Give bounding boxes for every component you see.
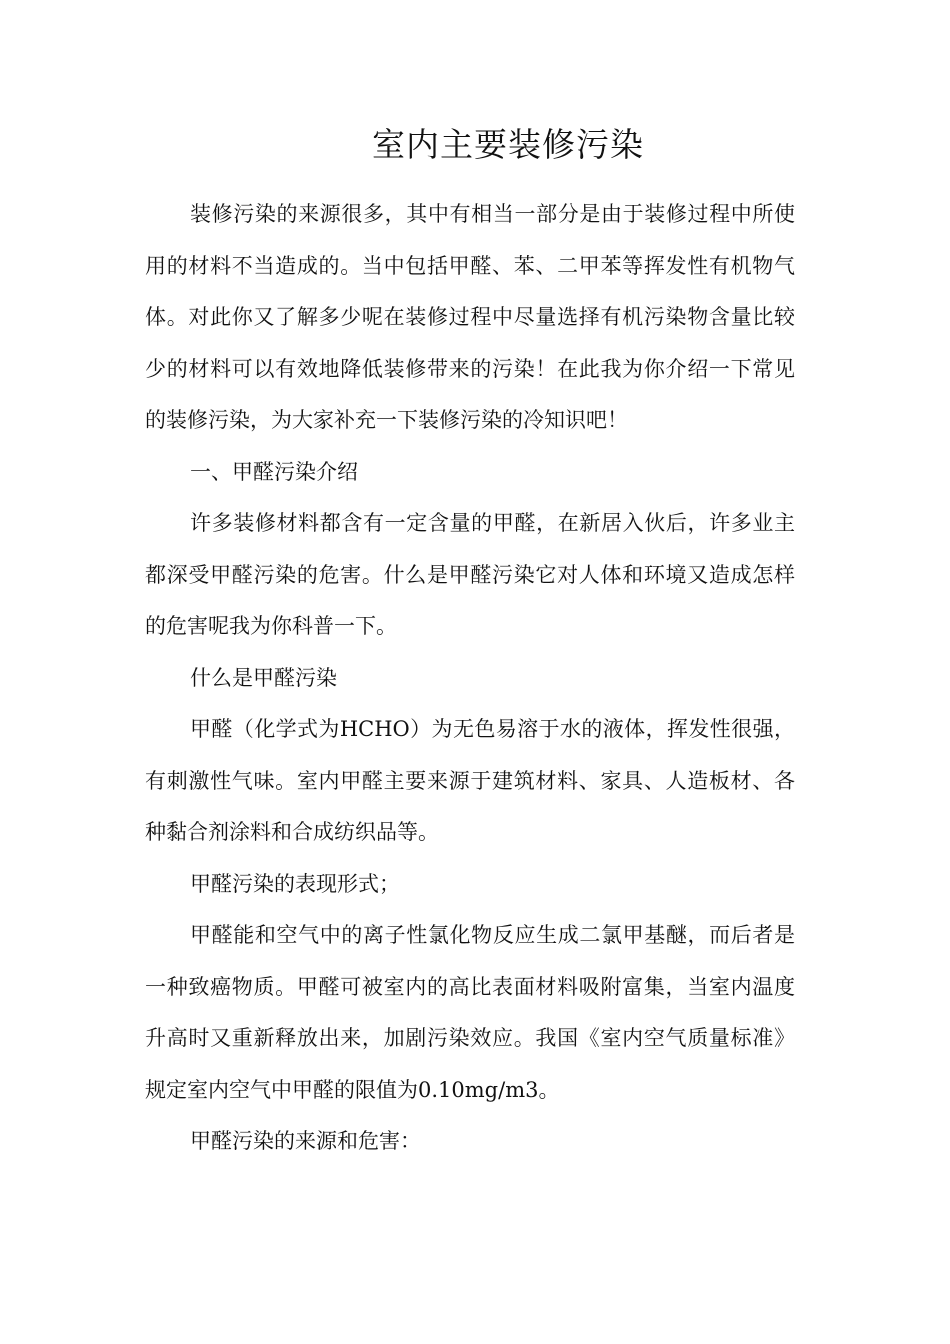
subheading-what-is-formaldehyde: 什么是甲醛污染 [190,665,337,690]
document-title: 室内主要装修污染 [372,125,644,164]
section-heading-formaldehyde: 一、甲醛污染介绍 [190,459,358,484]
paragraph-formaldehyde-intro: 许多装修材料都含有一定含量的甲醛，在新居入伙后，许多业主都深受甲醛污染的危害。什么是甲醛污染它对人体和环境又造成怎样的危害呢我为你科普一下。 [145,511,795,638]
subheading-manifestation: 甲醛污染的表现形式； [190,871,400,896]
document-body [145,189,795,1168]
paragraph-formaldehyde-definition: 甲醛（化学式为HCHO）为无色易溶于水的液体，挥发性很强，有刺激性气味。室内甲醛主要来源于建筑材料、家具、人造板材、各种黏合剂涂料和合成纺织品等。 [145,717,795,844]
paragraph-intro: 装修污染的来源很多，其中有相当一部分是由于装修过程中所使用的材料不当造成的。当中包括甲醛、苯、二甲苯等挥发性有机物气体。对此你又了解多少呢在装修过程中尽量选择有机污染物含量比较少的材料可以有效地降低装修带来的污染！在此我为你介绍一下常见的装修污染，为大家补充一下装修污染的冷知识吧！ [145,202,795,432]
subheading-sources-and-hazards: 甲醛污染的来源和危害： [190,1129,421,1153]
paragraph-manifestation: 甲醛能和空气中的离子性氯化物反应生成二氯甲基醚，而后者是一种致癌物质。甲醛可被室内的高比表面材料吸附富集，当室内温度升高时又重新释放出来，加剧污染效应。我国《室内空气质量标准》规定室内空气中甲醛的限值为0.10mg/m3。 [145,923,795,1102]
